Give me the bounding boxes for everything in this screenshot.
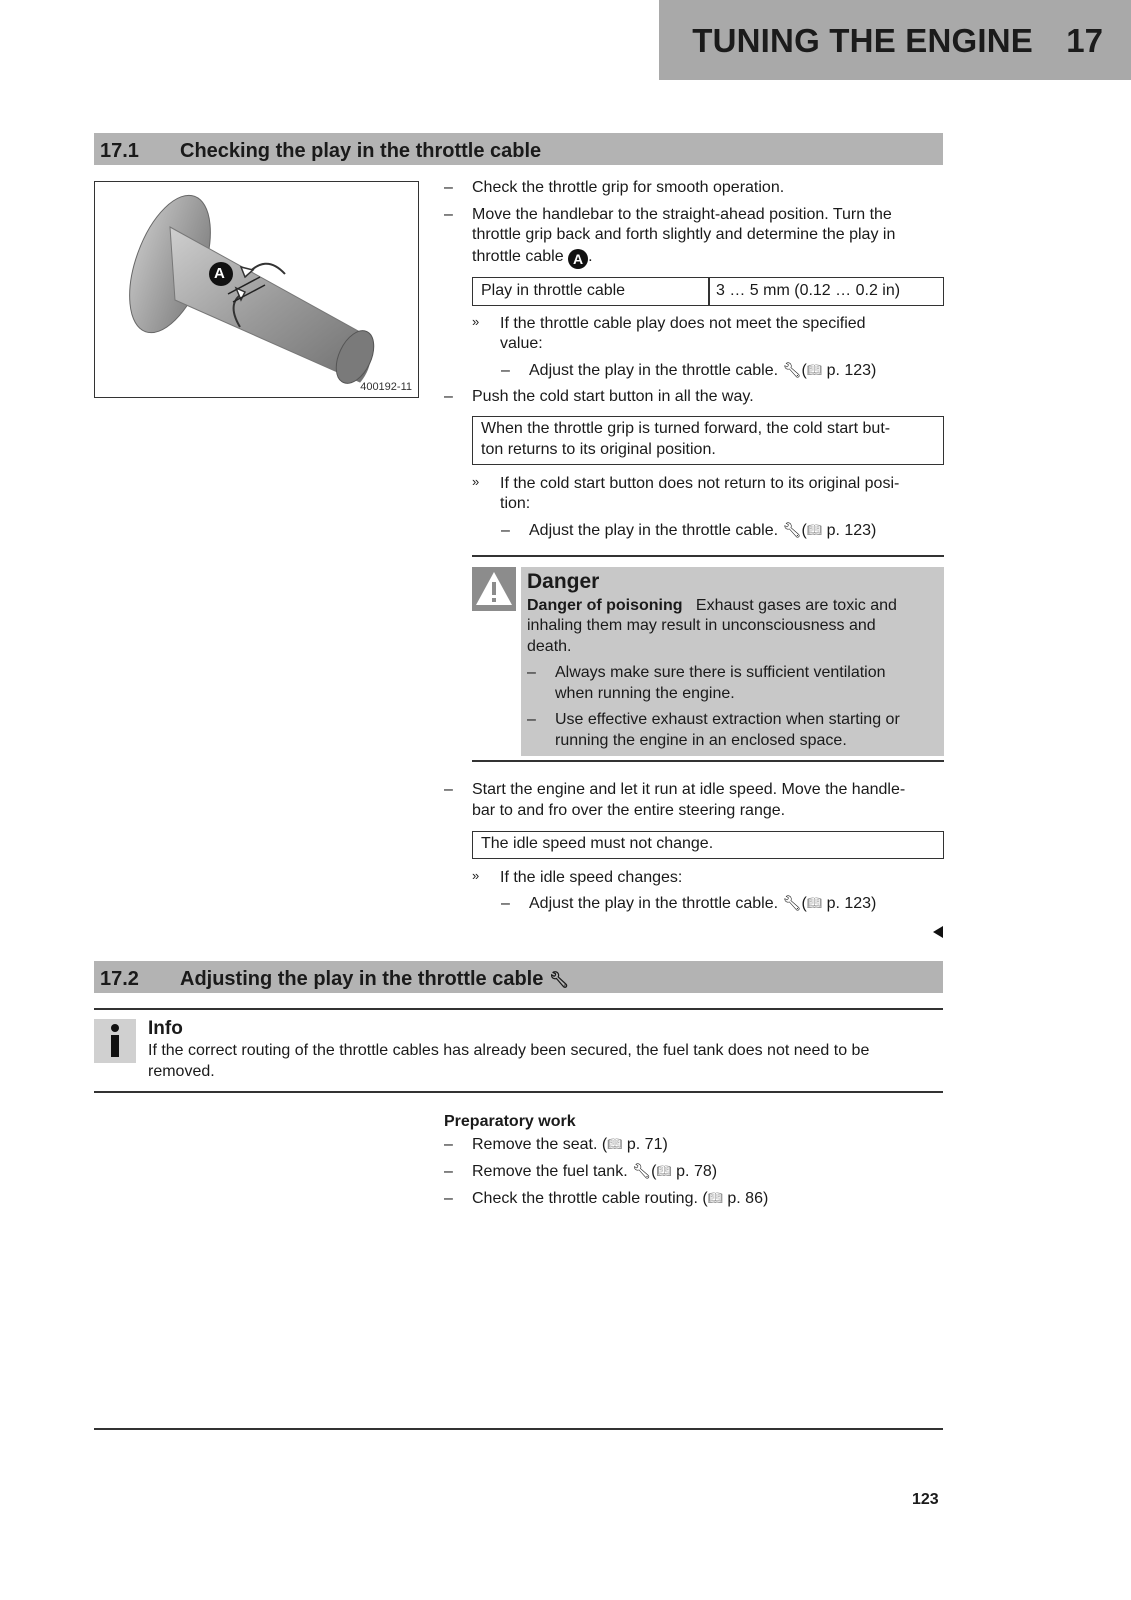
- wrench-icon: 🔧︎: [632, 1163, 652, 1180]
- danger-top-rule: [472, 555, 944, 557]
- danger-text: Exhaust gases are toxic and: [695, 597, 897, 614]
- list-dash: –: [501, 362, 510, 379]
- prep-check-routing: Check the throttle cable routing. (📖︎ p. 86): [472, 1190, 769, 1207]
- list-dash: –: [444, 179, 453, 196]
- step-start-engine-line2: bar to and fro over the entire steering range.: [472, 802, 786, 819]
- section-number: 17.2: [100, 968, 139, 990]
- list-dash: –: [444, 206, 453, 223]
- list-dash: –: [527, 711, 536, 728]
- end-of-section-icon: [933, 926, 943, 938]
- page-reference[interactable]: p. 123): [826, 522, 877, 539]
- prep-text: Remove the seat.: [472, 1136, 598, 1153]
- note-line2: ton returns to its original position.: [481, 440, 716, 458]
- spec-value: 3 … 5 mm (0.12 … 0.2 in): [716, 282, 901, 299]
- action-adjust-1: Adjust the play in the throttle cable. 🔧︎(📖︎ p. 123): [529, 362, 877, 379]
- period: .: [588, 248, 593, 265]
- danger-text-line1: [527, 596, 897, 617]
- list-dash: –: [444, 1163, 453, 1180]
- danger-text-line3: death.: [527, 638, 572, 655]
- note-idle-speed: [472, 831, 944, 859]
- step-move-handlebar-line1: Move the handlebar to the straight-ahead position. Turn the: [472, 206, 892, 223]
- danger-bottom-rule: [472, 760, 944, 762]
- spec-label: Play in throttle cable: [481, 282, 626, 299]
- figure-callout-a: A: [214, 265, 225, 282]
- condition-marker: »: [472, 868, 480, 883]
- action-text: Adjust the play in the throttle cable.: [529, 522, 779, 539]
- prep-remove-seat: Remove the seat. (📖︎ p. 71): [472, 1136, 668, 1153]
- step-move-handlebar-line3: [472, 247, 593, 269]
- danger-heading: Danger: [527, 570, 600, 593]
- chapter-number: 17: [1066, 22, 1103, 59]
- action-text: Adjust the play in the throttle cable.: [529, 895, 779, 912]
- section-title: [180, 966, 569, 992]
- danger-bullet-2-line2: running the engine in an enclosed space.: [555, 732, 847, 749]
- wrench-icon: 🔧︎: [782, 895, 802, 912]
- danger-text-line2: inhaling them may result in unconsciousness and: [527, 617, 876, 634]
- action-adjust-3: Adjust the play in the throttle cable. 🔧︎(📖︎ p. 123): [529, 895, 877, 912]
- page-reference[interactable]: p. 78): [676, 1163, 718, 1180]
- danger-bullet-1-line2: when running the engine.: [555, 685, 735, 702]
- danger-lead: Danger of poisoning: [527, 597, 683, 614]
- callout-a-icon: A: [568, 249, 588, 269]
- step-start-engine-line1: Start the engine and let it run at idle speed. Move the handle-: [472, 781, 906, 798]
- info-heading: Info: [148, 1018, 183, 1039]
- prep-heading: Preparatory work: [444, 1113, 576, 1130]
- footer-rule: [94, 1428, 943, 1430]
- wrench-icon: 🔧︎: [782, 362, 802, 379]
- chapter-title: TUNING THE ENGINE: [692, 22, 1033, 59]
- wrench-icon: 🔧︎: [782, 522, 802, 539]
- step-check-grip: Check the throttle grip for smooth operation.: [472, 179, 785, 196]
- list-dash: –: [444, 388, 453, 405]
- book-reference-icon: 📖︎: [607, 1137, 623, 1151]
- figure-code: 400192-11: [360, 380, 412, 393]
- prep-text: Check the throttle cable routing.: [472, 1190, 698, 1207]
- list-dash: –: [444, 781, 453, 798]
- action-adjust-2: Adjust the play in the throttle cable. 🔧︎(📖︎ p. 123): [529, 522, 877, 539]
- info-text-line2: removed.: [148, 1063, 215, 1080]
- condition-marker: »: [472, 474, 480, 489]
- list-dash: –: [444, 1190, 453, 1207]
- step-text: throttle cable: [472, 248, 564, 265]
- page-reference[interactable]: p. 71): [626, 1136, 668, 1153]
- info-top-rule: [94, 1008, 943, 1010]
- book-reference-icon: 📖︎: [806, 363, 823, 377]
- spec-table: [472, 277, 944, 306]
- page-reference[interactable]: p. 123): [826, 895, 877, 912]
- throttle-grip-illustration: [95, 182, 417, 396]
- section-title-text: Adjusting the play in the throttle cable: [180, 968, 544, 990]
- list-dash: –: [444, 1136, 453, 1153]
- condition-2-line2: tion:: [500, 495, 531, 512]
- note-line1: When the throttle grip is turned forward, the cold start but-: [481, 420, 891, 437]
- danger-bullet-1-line1: Always make sure there is sufficient ventilation: [555, 664, 886, 681]
- prep-remove-fuel-tank: Remove the fuel tank. 🔧︎(📖︎ p. 78): [472, 1163, 718, 1180]
- condition-3: If the idle speed changes:: [500, 869, 683, 886]
- info-bottom-rule: [94, 1091, 943, 1093]
- note-cold-start: [472, 416, 944, 465]
- condition-marker: »: [472, 314, 480, 329]
- book-reference-icon: 📖︎: [806, 896, 823, 910]
- warning-triangle-icon: [472, 567, 516, 611]
- page-reference[interactable]: p. 86): [727, 1190, 769, 1207]
- book-reference-icon: 📖︎: [707, 1191, 723, 1205]
- info-text-line1: If the correct routing of the throttle cables has already been secured, the fuel tank does not need to be: [148, 1042, 870, 1059]
- action-text: Adjust the play in the throttle cable.: [529, 362, 779, 379]
- page-number: 123: [912, 1491, 939, 1508]
- section-heading-17-1: [94, 133, 943, 165]
- condition-1-line2: value:: [500, 335, 543, 352]
- info-icon: [94, 1019, 136, 1063]
- condition-2-line1: If the cold start button does not return to its original posi-: [500, 475, 900, 492]
- section-heading-17-2: [94, 961, 943, 993]
- prep-text: Remove the fuel tank.: [472, 1163, 628, 1180]
- book-reference-icon: 📖︎: [656, 1164, 672, 1178]
- section-title: Checking the play in the throttle cable: [180, 140, 542, 162]
- step-move-handlebar-line2: throttle grip back and forth slightly and determine the play in: [472, 226, 896, 243]
- throttle-grip-figure: [94, 181, 419, 398]
- page-reference[interactable]: p. 123): [826, 362, 877, 379]
- book-reference-icon: 📖︎: [806, 523, 823, 537]
- spec-divider: [708, 278, 710, 305]
- note-text: The idle speed must not change.: [481, 835, 714, 852]
- list-dash: –: [501, 895, 510, 912]
- list-dash: –: [501, 522, 510, 539]
- step-push-cold-start: Push the cold start button in all the way.: [472, 388, 754, 405]
- danger-bullet-2-line1: Use effective exhaust extraction when starting or: [555, 711, 900, 728]
- wrench-icon: 🔧︎: [548, 972, 570, 989]
- condition-1-line1: If the throttle cable play does not meet the specified: [500, 315, 866, 332]
- list-dash: –: [527, 664, 536, 681]
- section-number: 17.1: [100, 140, 139, 162]
